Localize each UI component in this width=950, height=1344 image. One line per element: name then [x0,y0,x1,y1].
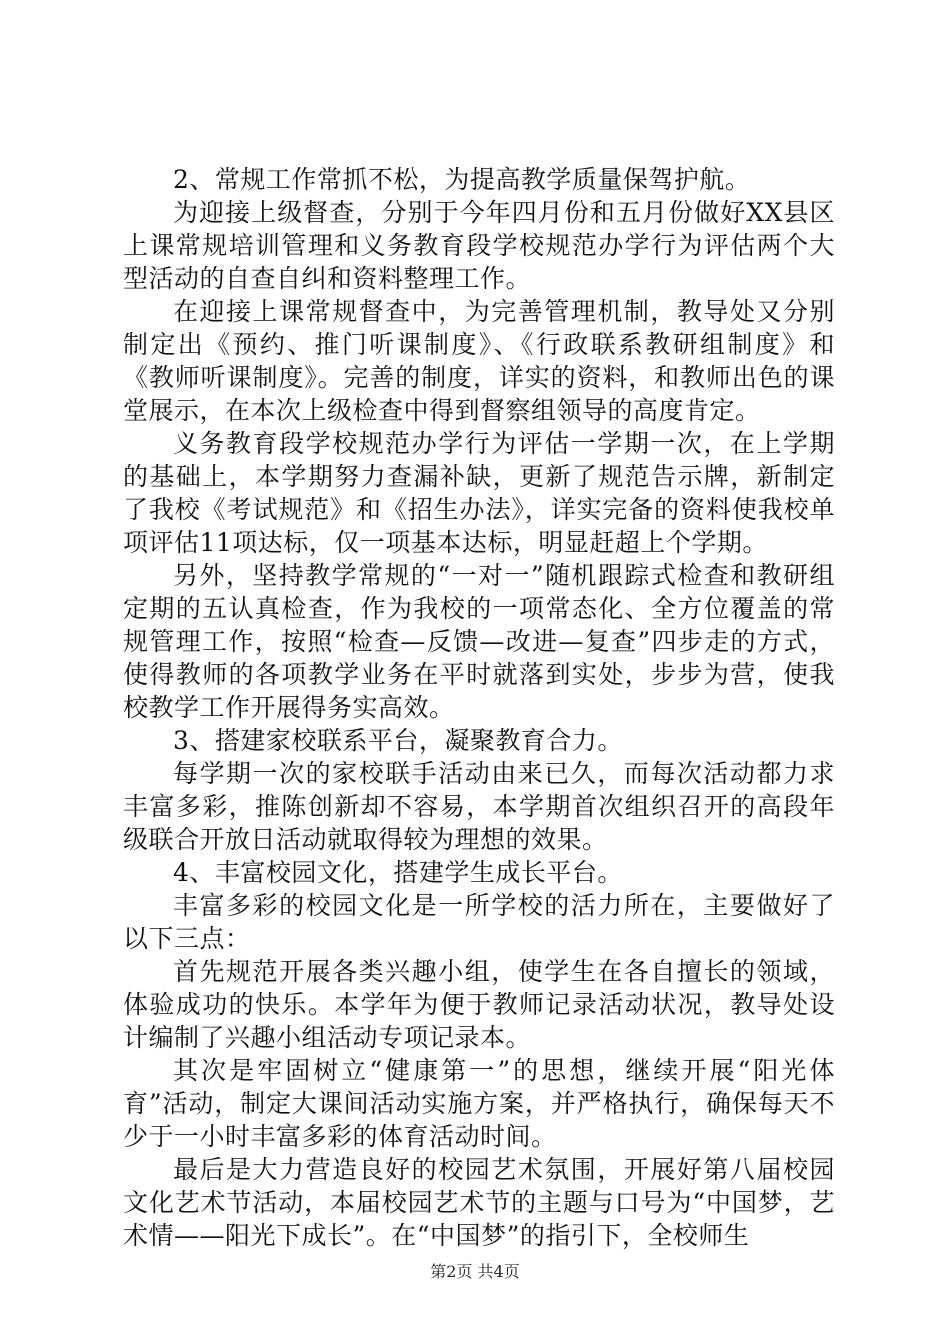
paragraph-open-day: 每学期一次的家校联手活动由来已久，而每次活动都力求丰富多彩，推陈创新却不容易，本学期首次组织召开的高段年级联合开放日活动就取得较为理想的效果。 [123,759,835,854]
document-body [123,163,835,1252]
heading-routine-work: 2、常规工作常抓不松，为提高教学质量保驾护航。 [173,165,751,194]
paragraph-one-on-one-check: 另外，坚持教学常规的“一对一”随机跟踪式检查和教研组定期的五认真检查，作为我校的一项常态化、全方位覆盖的常规管理工作，按照“检查—反馈—改进—复查”四步走的方式，使得教师的各项教学业务在平时就落到实处，步步为营，使我校教学工作开展得务实高效。 [123,561,835,722]
heading-campus-culture: 4、丰富校园文化，搭建学生成长平台。 [173,858,623,887]
paragraph-art-festival: 最后是大力营造良好的校园艺术氛围，开展好第八届校园文化艺术节活动，本届校园艺术节的主题与口号为“中国梦，艺术情——阳光下成长”。在“中国梦”的指引下，全校师生 [123,1155,835,1250]
paragraph-interest-groups: 首先规范开展各类兴趣小组，使学生在各自擅长的领域，体验成功的快乐。本学年为便于教师记录活动状况，教导处设计编制了兴趣小组活动专项记录本。 [123,957,835,1052]
paragraph-class-routine: 在迎接上课常规督查中，为完善管理机制，教导处又分别制定出《预约、推门听课制度》、《行政联系教研组制度》和《教师听课制度》。完善的制度，详实的资料，和教师出色的课堂展示，在本次上级检查中得到督察组领导的高度肯定。 [123,297,835,425]
paragraph-school-evaluation: 义务教育段学校规范办学行为评估一学期一次，在上学期的基础上，本学期努力查漏补缺，更新了规范告示牌，新制定了我校《考试规范》和《招生办法》，详实完备的资料使我校单项评估11项达标，仅一项基本达标，明显赶超上个学期。 [123,429,835,557]
page-number-footer: 第2页 共4页 [430,1262,520,1281]
paragraph-inspection-prep: 为迎接上级督查，分别于今年四月份和五月份做好XX县区上课常规培训管理和义务教育段学校规范办学行为评估两个大型活动的自查自纠和资料整理工作。 [123,198,835,293]
heading-home-school: 3、搭建家校联系平台，凝聚教育合力。 [173,726,623,755]
paragraph-sunshine-sports: 其次是牢固树立“健康第一”的思想，继续开展“阳光体育”活动，制定大课间活动实施方案，并严格执行，确保每天不少于一小时丰富多彩的体育活动时间。 [123,1056,835,1151]
paragraph-culture-intro: 丰富多彩的校园文化是一所学校的活力所在，主要做好了以下三点： [123,891,835,953]
